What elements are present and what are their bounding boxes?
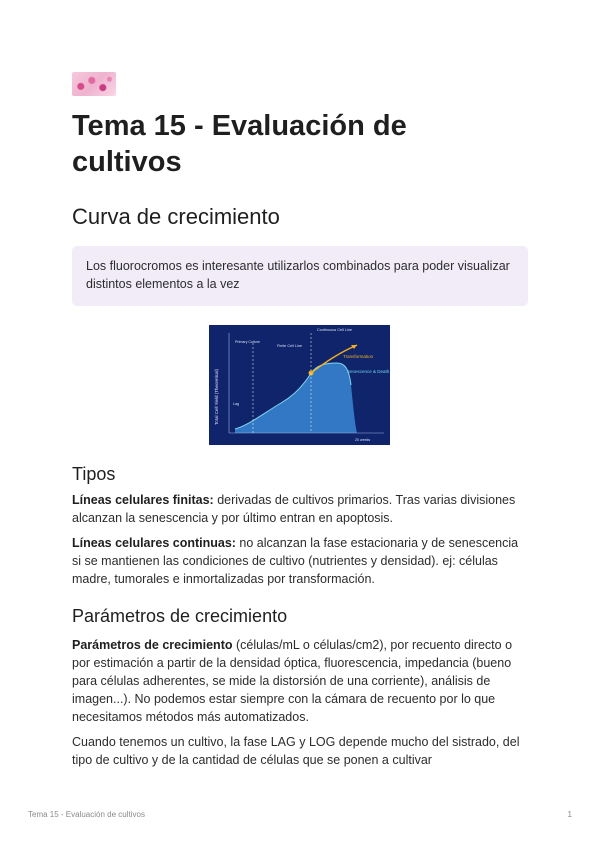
figure-label-xaxis: 20 weeks (355, 438, 371, 442)
footer-page-number: 1 (567, 810, 572, 819)
figure-label-transformation: Transformation (343, 354, 374, 359)
figure-label-lag: Lag (233, 402, 239, 406)
page-title: Tema 15 - Evaluación de cultivos (72, 110, 407, 178)
footer-title: Tema 15 - Evaluación de cultivos (28, 810, 145, 819)
tipos-heading: Tipos (72, 464, 116, 484)
tipos-continuas-term: Líneas celulares continuas: (72, 536, 236, 550)
parametros-heading: Parámetros de crecimiento (72, 606, 288, 626)
figure-label-primary: Primary Culture (235, 340, 260, 344)
tipos-paragraph-continuas (72, 534, 528, 588)
figure-ylabel: Total Cell Yield (Theoretical) (214, 368, 219, 425)
tipos-continuas-text: no alcanzan la fase estacionaria y de senescencia si se mantienen las condiciones de cultivo (nutrientes y densidad). ej: células madre, tumorales e inmortalizadas por transformación. (72, 536, 519, 586)
parametros-paragraph-1 (72, 636, 528, 726)
tipos-paragraph-finitas (72, 491, 528, 527)
callout-box (72, 246, 528, 306)
growth-curve-image (209, 325, 390, 445)
parametros-text: (células/mL o células/cm2), por recuento directo o por estimación a partir de la densidad óptica, fluorescencia, impedancia (bueno para células adherentes, se mide la distorsión de una corriente), análisis de imagen...). No podemos estar siempre con la cámara de recuento por lo que necesitamos métodos más automatizados. (72, 638, 513, 724)
parametros-term: Parámetros de crecimiento (72, 638, 233, 652)
figure-label-finite: Finite Cell Line (277, 344, 303, 348)
figure-label-senescence: Senescence & Death (347, 369, 390, 374)
page-cover-icon (72, 72, 116, 96)
tipos-finitas-term: Líneas celulares finitas: (72, 493, 214, 507)
callout-text: Los fluorocromos es interesante utilizarlos combinados para poder visualizar distintos elementos a la vez (86, 259, 510, 291)
section-heading: Curva de crecimiento (72, 204, 280, 229)
parametros-paragraph-2: Cuando tenemos un cultivo, la fase LAG y LOG depende mucho del sistrado, del tipo de cultivo y de la cantidad de células que se ponen a cultivar (72, 735, 520, 767)
growth-curve-figure (209, 325, 390, 445)
figure-label-continuous: Continuous Cell Line (317, 328, 353, 332)
tipos-finitas-text: derivadas de cultivos primarios. Tras varias divisiones alcanzan la senescencia y por último entran en apoptosis. (72, 493, 516, 525)
